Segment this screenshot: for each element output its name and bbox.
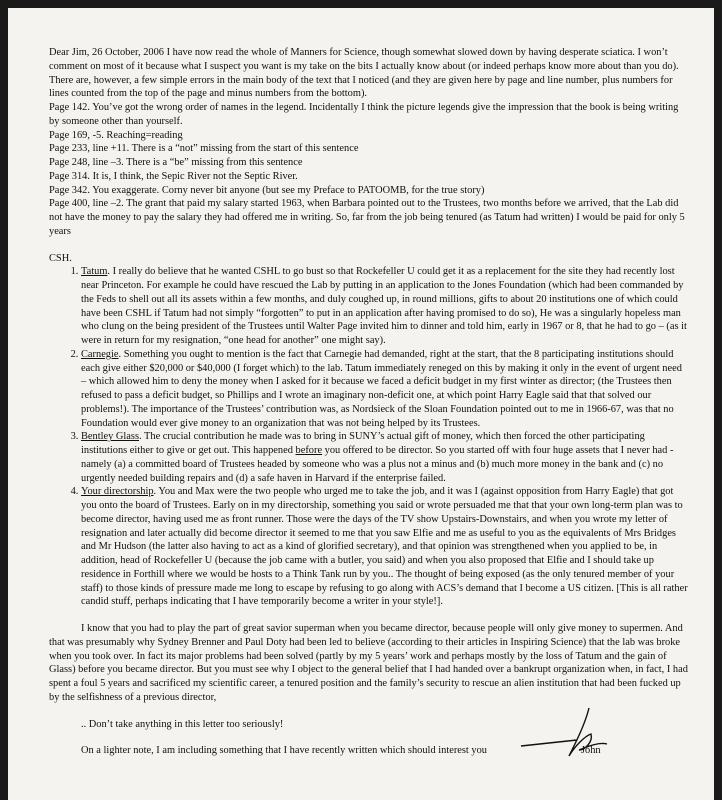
letter-page: [8, 8, 714, 800]
item-body: . The crucial contribution he made was to bring in SUNY’s actual gift of money, which then forced the other participating institutions either to give or get out. This happened: [81, 431, 645, 456]
list-item: [81, 430, 689, 485]
item-name: Carnegie: [81, 348, 119, 360]
correction-line: Page 314. It is, I think, the Sepic River not the Septic River.: [49, 170, 298, 182]
list-item: [81, 265, 689, 348]
closing-line: On a lighter note, I am including something that I have recently written which should interest you: [81, 745, 488, 757]
correction-line: Page 142. You’ve got the wrong order of names in the legend. Incidentally I think the picture legends give the impression that the book is being writing by someone other than yourself.: [49, 102, 679, 127]
item-name: Your directorship: [81, 486, 154, 498]
item-name: Tatum: [81, 266, 108, 278]
binder-left: [0, 0, 8, 800]
signature-icon: [519, 706, 609, 762]
correction-line: Page 342. You exaggerate. Corny never bit anyone (but see my Preface to PATOOMB, for the true story): [49, 184, 485, 196]
section-heading: CSH.: [49, 252, 72, 264]
list-item: [81, 348, 689, 431]
item-name: Bentley Glass: [81, 431, 140, 443]
opening-paragraph: Dear Jim, 26 October, 2006 I have now read the whole of Manners for Science, though somewhat slowed down by having desperate sciatica. I won’t comment on most of it because what I suspect you want is my take on the bits I actually know about (or indeed perhaps know more about than you do). There are, however, a few simple errors in the main body of the text that I noticed (and they are given here by page and line number, plus numbers for lines counted from the top of the page and minus numbers from the bottom).: [49, 47, 679, 100]
list-item: [81, 485, 689, 609]
closing-paragraph: I know that you had to play the part of great savior superman when you became director, because people will only give money to supermen. And that was presumably why Sydney Brenner and Paul Doty had been led to believe (according to their articles in Inspiring Science) that the lab was broke when you took over. In fact its major problems had been solved (partly by my 5 years’ work and perhaps mostly by the loss of Tatum and the gain of Glass) before you became director. But you must see why I object to the general belief that I had handed over a bankrupt organization when, in fact, I had spent a foul 5 years and sacrificed my scientific career, a tenured position and the family’s security to rescue an alien institution that had been fucked up by the selfishness of a previous director,: [49, 623, 688, 703]
postscript: .. Don’t take anything in this letter too seriously!: [81, 718, 284, 730]
letter-body: [49, 46, 689, 758]
item-body: . You and Max were the two people who urged me to take the job, and it was I (against opposition from Harry Eagle) that got you onto the board of Trustees. Early on in my directorship, something you said or wrote persuaded me that that your own long-term plan was to become director, having used me as front runner. Those were the days of the TV show Upstairs-Downstairs, and when you wrote my letter of resignation and later actually did become director it seemed to me that you saw Elfie and me as useful to you as the equivalents of Mrs Bridges and Mr Hudson (the latter also having to act as a kind of glorified secretary), and that opinion was strengthened when you applied to be, in addition, head of Rockefeller U (because the job came with a butler, you said) and when you also proposed that Elfie and I should take up residence in Forthill where we would be hosts to a Think Tank run by you.. The thought of being exposed (as the only tenured member of your staff) to those kinds of pressure made me long to escape by refusing to go along with ACS’s demand that I become a US citizen. [This is all rather candid stuff, perhaps indicating that I have temporarily become a writer in your style!].: [81, 486, 688, 608]
emphasis: before: [295, 445, 323, 456]
closing-line-wrap: [49, 744, 689, 758]
correction-line: Page 169, -5. Reaching=reading: [49, 129, 183, 141]
point-list: [49, 265, 689, 609]
correction-line: Page 400, line –2. The grant that paid my salary started 1963, when Barbara pointed out to the Trustees, two months before we arrived, that the Lab did not have the money to pay the salary they had offered me in writing. So, far from the job being tenured (as Tatum had written) I would be paid for only 5 years: [49, 198, 685, 237]
item-body: . I really do believe that he wanted CSHL to go bust so that Rockefeller U could get it as a replacement for the site they had recently lost near Princeton. For example he could have rescued the Lab by putting in an application to the Jones Foundation (which had been commanded by the Feds to shell out all its assets within a few months, and duly coughed up, in round millions, gifts to about 20 institutions one of which could have been CSHL if Tatum had not simply “forgotten” to put in an application after having promised to do so), He was a singularly hopeless man who clung on the being president of the Trustees until Walter Page invited him to dinner and told him, early in 1967 or 8, that he had to go – (as it were in return for my resignation, “one head for another” one might say).: [81, 266, 687, 346]
item-body: you offered to be director. So you started off with four huge assets that I never had - namely (a) a committed board of Trustees headed by someone who was a plus not a minus and (b) much more money in the bank and (c) no urgently needed building repairs and (d) a safe haven in Harvard if the enterprise failed.: [81, 445, 674, 484]
correction-line: Page 248, line –3. There is a “be” missing from this sentence: [49, 157, 303, 168]
signoff-name: John: [581, 745, 601, 757]
correction-line: Page 233, line +11. There is a “not” missing from the start of this sentence: [49, 143, 359, 155]
item-body: . Something you ought to mention is the fact that Carnegie had demanded, right at the start, that the 8 participating institutions should each give either $20,000 or $40,000 (I forget which) to the lab. Tatum immediately reneged on this by making it only in the event of urgent need – which allowed him to deny the money when I asked for it because we faced a deficit budget in my first winter as director; (the Trustees then refused to pass a deficit budget, so Phillips and I wrote an imaginary non-deficit one, at which point Harry Eagle said that that solved our problems!). The importance of the Trustees’ contribution was, as Nordsieck of the Sloan Foundation pointed out to me in 1966-67, was that no Foundation would ever give money to an organization that was not being helped by its Trustees.: [81, 348, 682, 429]
